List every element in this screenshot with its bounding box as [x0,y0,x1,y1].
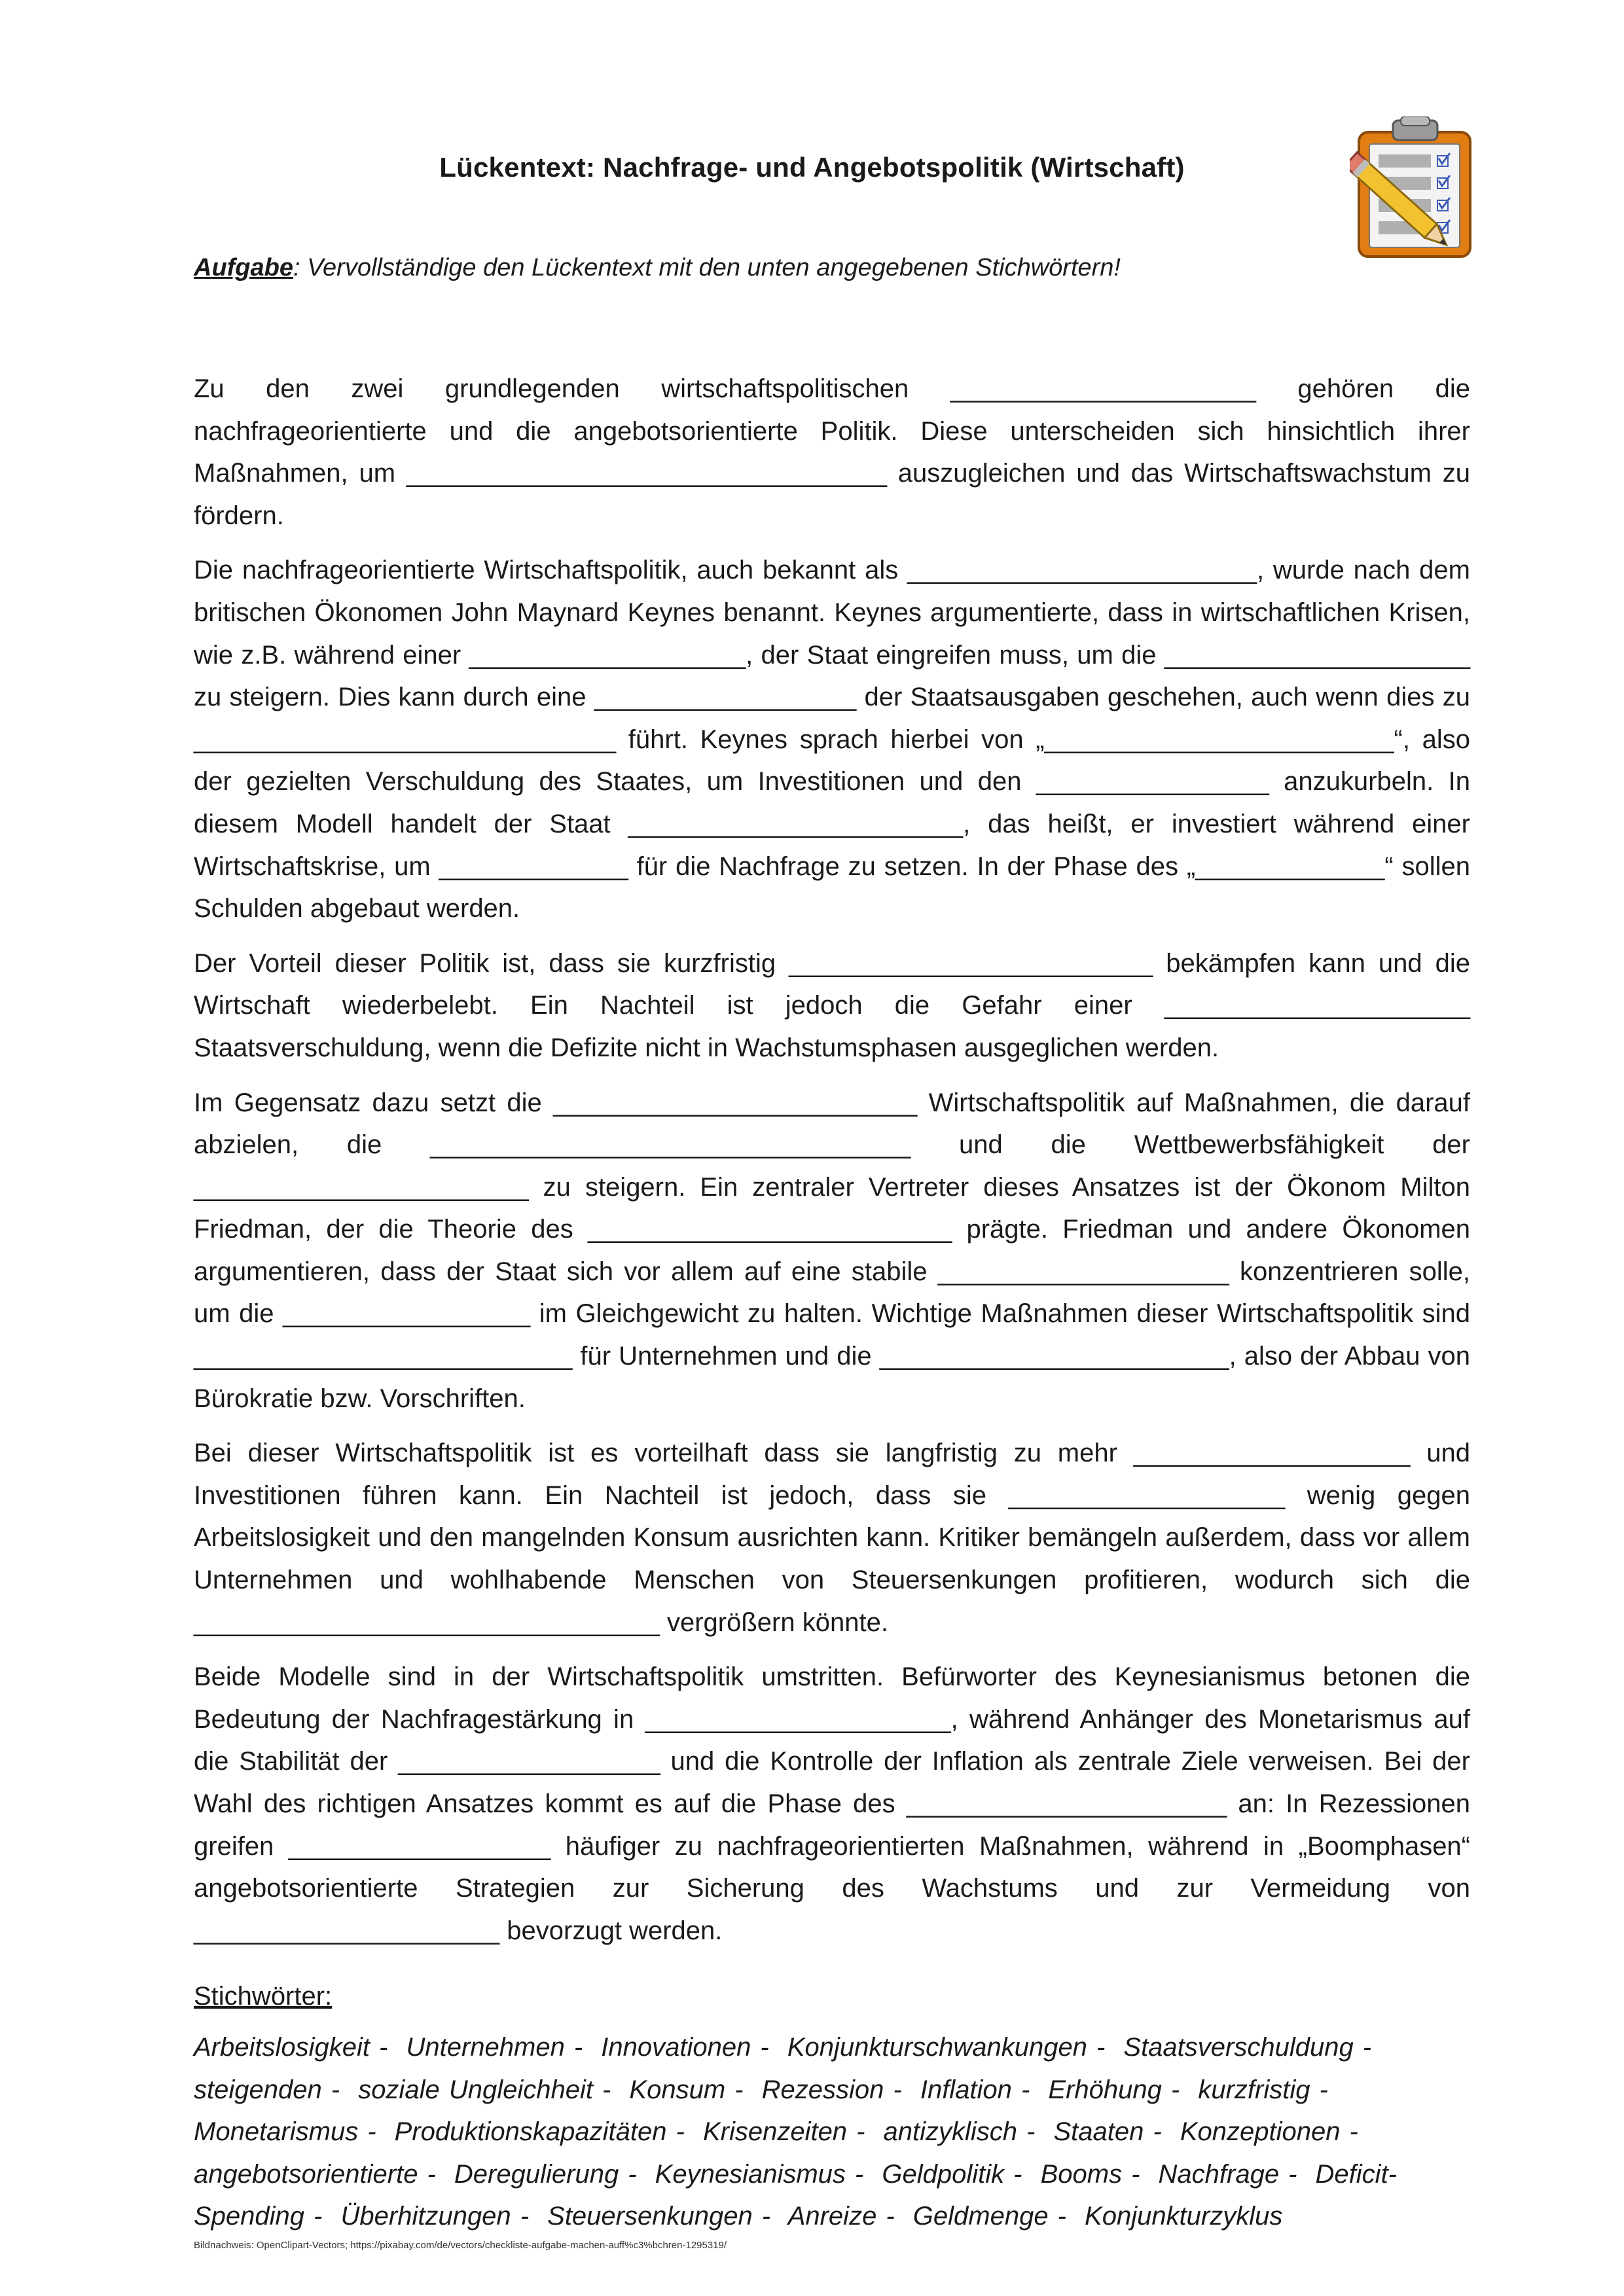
gap-text-body [194,368,1470,1964]
keyword-separator: - [676,2117,685,2147]
keyword: Überhitzungen [340,2202,511,2231]
keyword: steigenden [194,2075,322,2104]
keyword: Staatsverschuldung [1123,2033,1354,2062]
keyword-separator: - [1026,2117,1036,2147]
gap-text-paragraph: Die nachfrageorientierte Wirtschaftspolitik, auch bekannt als ________________________, wurde nach dem britischen Ökonomen John Maynard Keynes benannt. Keynes argumentierte, dass in wirtschaftlichen Krisen, wie z.B. während einer ___________________, der Staat eingreifen muss, um die _____________________ zu steigern. Dies kann durch eine __________________ der Staatsausgaben geschehen, auch wenn dies zu _____________________________ führt. Keynes sprach hierbei von „________________________“, also der gezielten Verschuldung des Staates, um Investitionen und den ________________ anzukurbeln. In diesem Modell handelt der Staat _______________________, das heißt, er investiert während einer Wirtschaftskrise, um _____________ für die Nachfrage zu setzen. In der Phase des „_____________“ sollen Schulden abgebaut werden. [194,556,1470,924]
gap-text-paragraph: Zu den zwei grundlegenden wirtschaftspolitischen _____________________ gehören die nachfrageorientierte und die angebotsorientierte Politik. Diese unterscheiden sich hinsichtlich ihrer Maßnahmen, um _________________________________ auszugleichen und das Wirtschaftswachstum zu fördern. [194,374,1470,530]
keywords-heading: Stichwörter: [194,1982,333,2011]
keyword: soziale Ungleichheit [358,2075,593,2104]
keyword-separator: - [1349,2117,1358,2147]
keyword-separator: - [520,2202,530,2231]
gap-text-paragraph: Beide Modelle sind in der Wirtschaftspolitik umstritten. Befürworter des Keynesianismus betonen die Bedeutung der Nachfragestärkung in _____________________, während Anhänger des Monetarismus auf die Stabilität der __________________ und die Kontrolle der Inflation als zentrale Ziele verweisen. Bei der Wahl des richtigen Ansatzes kommt es auf die Phase des ______________________ an: In Rezessionen greifen __________________ häufiger zu nachfrageorientierten Maßnahmen, während in „Boomphasen“ angebotsorientierte Strategien zur Sicherung des Wachstums und zur Vermeidung von _____________________ bevorzugt werden. [194,1662,1470,1945]
keyword: Deregulierung [454,2159,619,2189]
keyword: antizyklisch [883,2117,1018,2147]
keyword: Staaten [1053,2117,1144,2147]
keyword-separator: - [1319,2075,1328,2104]
image-credit: Bildnachweis: OpenClipart-Vectors; https://pixabay.com/de/vectors/checkliste-aufgabe-machen-auff%c3%bchren-1295319/ [194,2240,727,2251]
keyword-separator: - [854,2159,864,2189]
keyword: Konsum [629,2075,726,2104]
keyword-separator: - [1153,2117,1162,2147]
keyword-separator: - [856,2117,865,2147]
gap-text-paragraph: Bei dieser Wirtschaftspolitik ist es vorteilhaft dass sie langfristig zu mehr ___________________ und Investitionen führen kann. Ein Nachteil ist jedoch, dass sie ___________________ wenig gegen Arbeitslosigkeit und den mangelnden Konsum ausrichten kann. Kritiker bemängeln außerdem, dass vor allem Unternehmen und wohlhabende Menschen von Steuersenkungen profitieren, wodurch sich die ________________________________ vergrößern könnte. [194,1439,1470,1637]
keyword: Produktionskapazitäten [394,2117,667,2147]
keyword-separator: - [573,2033,583,2062]
keyword: Rezession [761,2075,884,2104]
keyword: Erhöhung [1048,2075,1162,2104]
keyword-separator: - [1131,2159,1140,2189]
keyword-separator: - [1288,2159,1297,2189]
keyword: Arbeitslosigkeit [194,2033,370,2062]
keyword-separator: - [427,2159,436,2189]
task-text: : Vervollständige den Lückentext mit den unten angegebenen Stichwörtern! [293,254,1121,281]
keyword: Geldmenge [912,2202,1049,2231]
worksheet-title: Lückentext: Nachfrage- und Angebotspolitik (Wirtschaft) [439,152,1185,183]
keyword: Steuersenkungen [547,2202,753,2231]
keyword: Inflation [920,2075,1012,2104]
keyword: Konjunkturzyklus [1085,2202,1283,2231]
keyword: Geldpolitik [882,2159,1005,2189]
keyword: Nachfrage [1158,2159,1280,2189]
keyword-separator: - [893,2075,902,2104]
keyword-separator: - [760,2033,769,2062]
keyword: Konjunkturschwankungen [787,2033,1087,2062]
keyword: Keynesianismus [655,2159,846,2189]
keyword: Deficit-Spending [194,2159,1397,2231]
checklist-clipboard-icon [1350,117,1481,262]
task-instruction [194,254,1121,282]
keyword-separator: - [734,2075,744,2104]
keyword: Booms [1040,2159,1123,2189]
keyword-separator: - [1020,2075,1030,2104]
keyword-separator: - [1362,2033,1372,2062]
keyword: Unternehmen [406,2033,565,2062]
keyword: Anreize [787,2202,877,2231]
keyword: Monetarismus [194,2117,359,2147]
keyword-separator: - [1057,2202,1066,2231]
keyword-separator: - [1013,2159,1022,2189]
keyword-separator: - [886,2202,895,2231]
keyword-separator: - [314,2202,323,2231]
keyword-separator: - [628,2159,637,2189]
task-label: Aufgabe [194,254,293,281]
keyword: Innovationen [601,2033,751,2062]
gap-text-paragraph: Der Vorteil dieser Politik ist, dass sie kurzfristig _________________________ bekämpfen kann und die Wirtschaft wiederbelebt. Ein Nachteil ist jedoch die Gefahr einer _____________________ Staatsverschuldung, wenn die Defizite nicht in Wachstumsphasen ausgeglichen werden. [194,948,1470,1062]
keyword-separator: - [367,2117,376,2147]
keyword-separator: - [379,2033,388,2062]
keywords-list [194,2026,1470,2238]
keyword-separator: - [1170,2075,1180,2104]
keyword: Konzeptionen [1180,2117,1341,2147]
keyword-separator: - [1096,2033,1106,2062]
keyword-separator: - [761,2202,771,2231]
keyword-separator: - [602,2075,611,2104]
keyword-separator: - [331,2075,340,2104]
gap-text-paragraph: Im Gegensatz dazu setzt die _________________________ Wirtschaftspolitik auf Maßnahmen, die darauf abzielen, die _________________________________ und die Wettbewerbsfähigkeit der _______________________ zu steigern. Ein zentraler Vertreter dieses Ansatzes ist der Ökonom Milton Friedman, der die Theorie des _________________________ prägte. Friedman und andere Ökonomen argumentieren, dass der Staat sich vor allem auf eine stabile ____________________ konzentrieren solle, um die _________________ im Gleichgewicht zu halten. Wichtige Maßnahmen dieser Wirtschaftspolitik sind __________________________ für Unternehmen und die ________________________, also der Abbau von Bürokratie bzw. Vorschriften. [194,1088,1470,1413]
keyword: Krisenzeiten [702,2117,848,2147]
keyword: kurzfristig [1198,2075,1310,2104]
keyword: angebotsorientierte [194,2159,418,2189]
